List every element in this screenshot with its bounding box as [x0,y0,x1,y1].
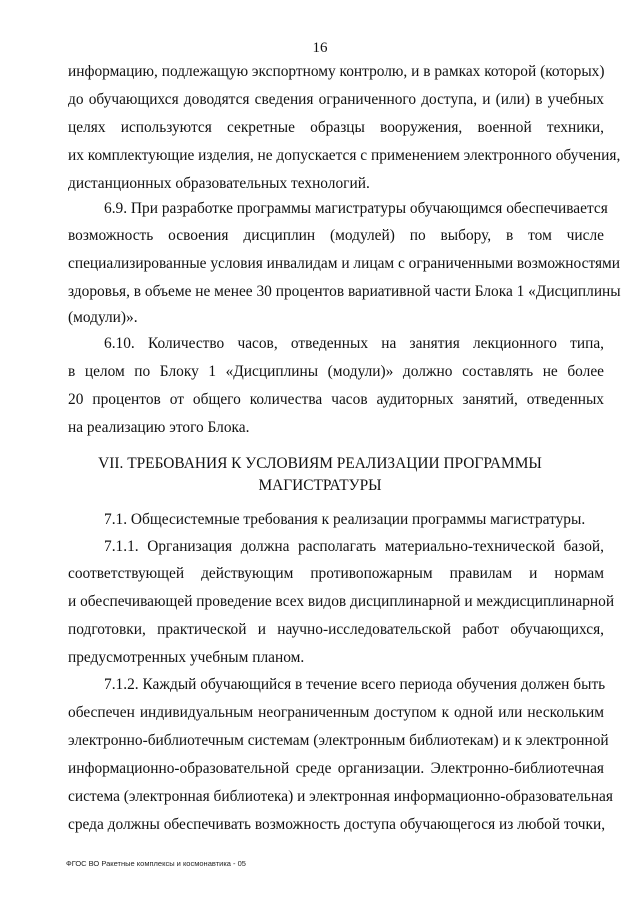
text-line: обеспечен индивидуальным неограниченным доступом к одной или нескольким [68,704,604,721]
text-line: информационно-образовательной среде организации. Электронно-библиотечная [68,760,604,777]
text-line: информацию, подлежащую экспортному контролю, и в рамках которой (которых) [68,63,605,80]
page-footer: ФГОС ВО Ракетные комплексы и космонавтика - 05 [66,859,246,868]
text-line: электронно-библиотечным системам (электронным библиотекам) и к электронной [68,732,609,749]
paragraph-7-1-2-first-line: 7.1.2. Каждый обучающийся в течение всего периода обучения должен быть [104,676,606,693]
text-line: их комплектующие изделия, не допускается с применением электронного обучения, [68,147,621,164]
text-line: подготовки, практической и научно-исследовательской работ обучающихся, [68,621,604,638]
text-line: среда должны обеспечивать возможность доступа обучающегося из любой точки, [68,816,606,833]
text-line: дистанционных образовательных технологий. [68,175,370,192]
page-number: 16 [312,40,328,56]
text-line: система (электронная библиотека) и электронная информационно-образовательная [68,788,613,805]
text-line: в целом по Блоку 1 «Дисциплины (модули)» должно составлять не более [68,363,604,380]
text-line: до обучающихся доводятся сведения ограниченного доступа, и (или) в учебных [68,91,604,108]
text-line: возможность освоения дисциплин (модулей) по выбору, в том числе [68,227,604,244]
section-heading-line-2: МАГИСТРАТУРЫ [258,477,382,494]
paragraph-7-1: 7.1. Общесистемные требования к реализации программы магистратуры. [104,511,586,528]
text-line: специализированные условия инвалидам и лицам с ограниченными возможностями [68,255,621,272]
section-heading-line-1: VII. ТРЕБОВАНИЯ К УСЛОВИЯМ РЕАЛИЗАЦИИ ПРОГРАММЫ [98,455,542,472]
text-line: (модули)». [68,309,138,326]
text-line: здоровья, в объеме не менее 30 процентов вариативной части Блока 1 «Дисциплины [68,283,621,300]
text-line: и обеспечивающей проведение всех видов дисциплинарной и междисциплинарной [68,593,615,610]
text-line: на реализацию этого Блока. [68,419,250,436]
text-line: предусмотренных учебным планом. [68,649,305,666]
paragraph-7-1-1-first-line: 7.1.1. Организация должна располагать материально-технической базой, [104,538,604,555]
text-line: соответствующей действующим противопожарным правилам и нормам [68,565,604,582]
text-line: целях используются секретные образцы вооружения, военной техники, [68,119,604,136]
text-line: 20 процентов от общего количества часов аудиторных занятий, отведенных [68,391,604,408]
paragraph-6-10-first-line: 6.10. Количество часов, отведенных на занятия лекционного типа, [104,335,604,352]
paragraph-6-9-first-line: 6.9. При разработке программы магистратуры обучающимся обеспечивается [104,200,608,217]
